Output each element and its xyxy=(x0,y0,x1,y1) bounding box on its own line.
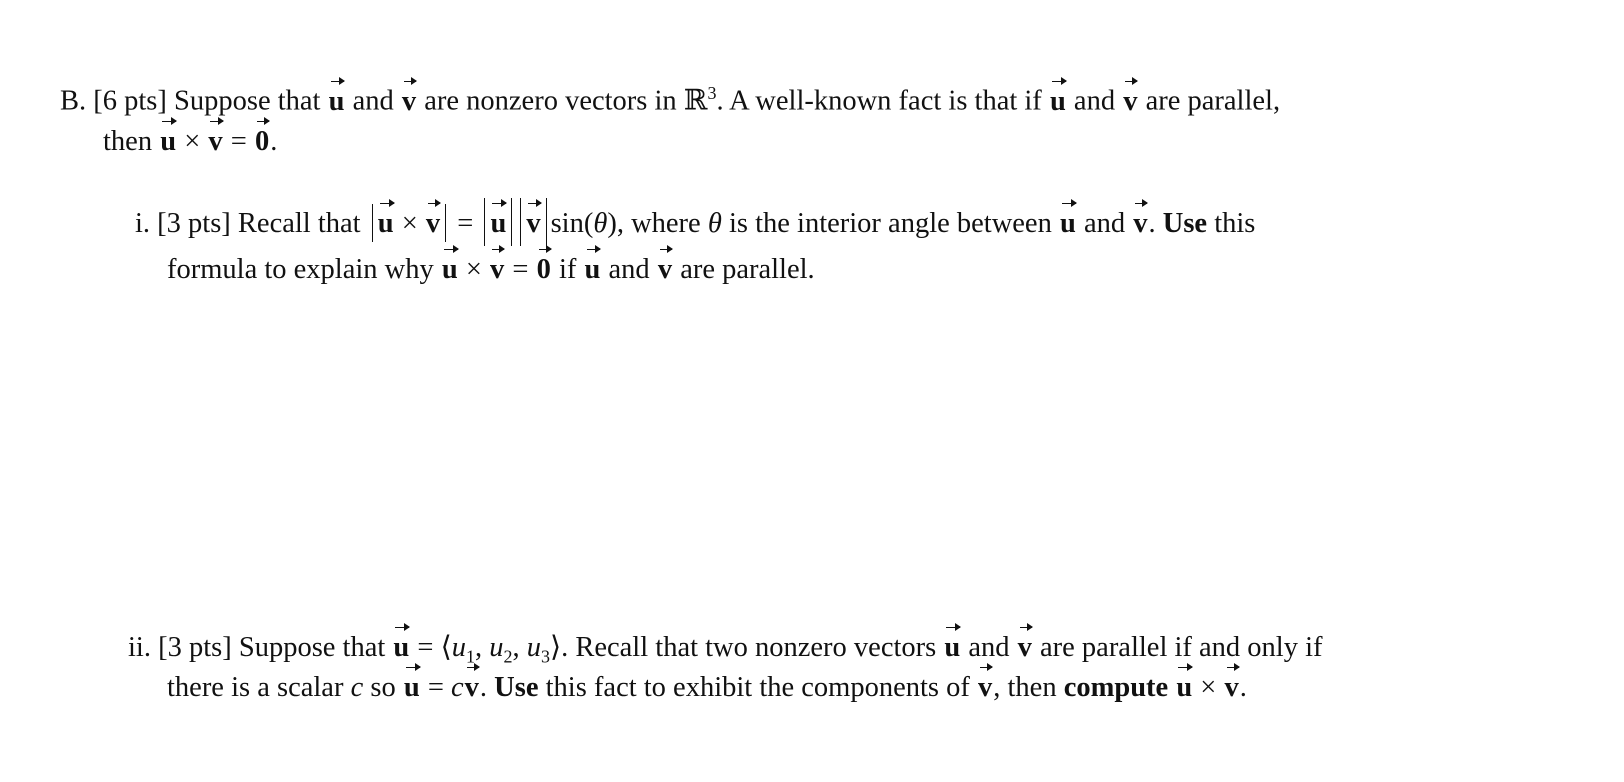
text: formula to explain why xyxy=(167,254,434,285)
text: . A well-known fact is that if xyxy=(716,85,1042,117)
vector-u: u xyxy=(328,85,345,117)
vector-v: v xyxy=(401,85,417,117)
component: u xyxy=(489,632,504,663)
text: ⟩. Recall that two nonzero vectors xyxy=(549,632,937,663)
cross-symbol: × xyxy=(465,254,482,285)
use-emphasis: Use xyxy=(494,672,539,703)
real-numbers-symbol: ℝ xyxy=(683,83,708,117)
text: and xyxy=(1083,208,1126,239)
equals-symbol: = xyxy=(512,254,529,285)
part-i-label: i. xyxy=(135,208,151,239)
part-ii-line-1: ii. [3 pts] Suppose that $u = ⟨u_1$, $u_2$, $u_3⟩$. Recall that two nonzero vectors u and v are parallel if and only if xyxy=(128,632,1323,667)
text: are parallel. xyxy=(680,254,815,285)
text: and xyxy=(608,254,650,285)
equals-symbol: = xyxy=(457,208,474,239)
text: and xyxy=(968,632,1010,663)
text: there is a scalar xyxy=(167,672,344,703)
vector-zero: 0 xyxy=(254,126,270,157)
part-i-points: [3 pts] xyxy=(157,208,231,239)
vector-v: v xyxy=(526,208,541,239)
vector-u: u xyxy=(490,208,507,239)
norm-bar xyxy=(546,198,547,246)
cross-symbol: × xyxy=(401,208,418,239)
subscript: 1 xyxy=(465,646,475,667)
vector-u: u xyxy=(160,126,177,157)
part-i-line-1 xyxy=(135,198,1255,246)
vector-v: v xyxy=(1133,208,1148,239)
vector-zero: 0 xyxy=(536,254,551,285)
scalar-c: c xyxy=(350,672,364,703)
text: this fact to exhibit the components of xyxy=(545,672,970,703)
text: so xyxy=(370,672,396,703)
part-b-label: B. xyxy=(60,85,87,117)
cross-symbol: × xyxy=(184,126,201,157)
text: are parallel if and only if xyxy=(1040,632,1323,663)
compute-emphasis: compute xyxy=(1063,672,1169,703)
text: then xyxy=(103,126,153,157)
part-ii-line-2 xyxy=(167,674,1247,703)
text: . xyxy=(270,126,278,157)
equals-symbol: = xyxy=(230,126,247,157)
part-i-line-2 xyxy=(167,256,815,285)
norm-bar xyxy=(511,198,512,246)
subscript: 2 xyxy=(503,646,513,667)
part-b-line-1 xyxy=(60,84,1280,116)
equals-symbol: = xyxy=(427,672,444,703)
vector-v: v xyxy=(425,208,441,239)
vector-v: v xyxy=(1224,672,1239,703)
vector-u: u xyxy=(1059,208,1076,239)
text: ), where xyxy=(607,208,701,239)
vector-u: u xyxy=(944,632,961,663)
norm-bar xyxy=(484,198,485,246)
text: are parallel, xyxy=(1145,85,1281,117)
cross-symbol: × xyxy=(1200,672,1217,703)
part-b-line-2 xyxy=(103,128,277,157)
text: Suppose that xyxy=(174,85,321,117)
vector-v: v xyxy=(490,254,505,285)
equals-symbol: = xyxy=(417,632,434,663)
vector-u: u xyxy=(1049,85,1066,117)
part-ii-label: ii. xyxy=(128,632,151,663)
vector-u: u xyxy=(377,208,394,239)
norm-bar xyxy=(372,204,373,242)
use-emphasis: Use xyxy=(1162,208,1208,239)
vector-v: v xyxy=(464,672,479,703)
part-ii-points: [3 pts] xyxy=(158,632,232,663)
vector-u: u xyxy=(393,632,410,663)
vector-v: v xyxy=(208,126,223,157)
vector-u: u xyxy=(584,254,601,285)
vector-v: v xyxy=(657,254,673,285)
subscript: 3 xyxy=(540,646,550,667)
text: . xyxy=(479,672,495,703)
text: and xyxy=(352,85,394,117)
text: if xyxy=(559,254,577,285)
text: Suppose that xyxy=(238,632,386,663)
text: Recall that xyxy=(237,208,361,239)
text: ⟨ xyxy=(440,632,452,663)
text: , then xyxy=(993,672,1057,703)
norm-bar xyxy=(445,204,446,242)
vector-v: v xyxy=(1123,85,1138,117)
text: . xyxy=(1239,672,1247,703)
vector-v: v xyxy=(1017,632,1032,663)
vector-u: u xyxy=(1176,672,1193,703)
text: . xyxy=(1148,208,1156,239)
component: u xyxy=(451,632,466,663)
text: sin( xyxy=(550,208,594,239)
vector-u: u xyxy=(441,254,458,285)
vector-v: v xyxy=(978,672,993,703)
superscript: 3 xyxy=(707,83,717,103)
part-b-points: [6 pts] xyxy=(93,85,167,117)
norm-bar xyxy=(520,198,521,246)
theta-symbol: θ xyxy=(707,208,722,239)
component: u xyxy=(526,632,541,663)
text: are nonzero vectors in xyxy=(424,85,677,117)
text: is the interior angle between xyxy=(728,208,1052,239)
vector-u: u xyxy=(403,672,420,703)
text: this xyxy=(1214,208,1256,239)
theta-symbol: θ xyxy=(593,208,608,239)
scalar-c: c xyxy=(451,672,464,703)
text: and xyxy=(1073,85,1116,117)
